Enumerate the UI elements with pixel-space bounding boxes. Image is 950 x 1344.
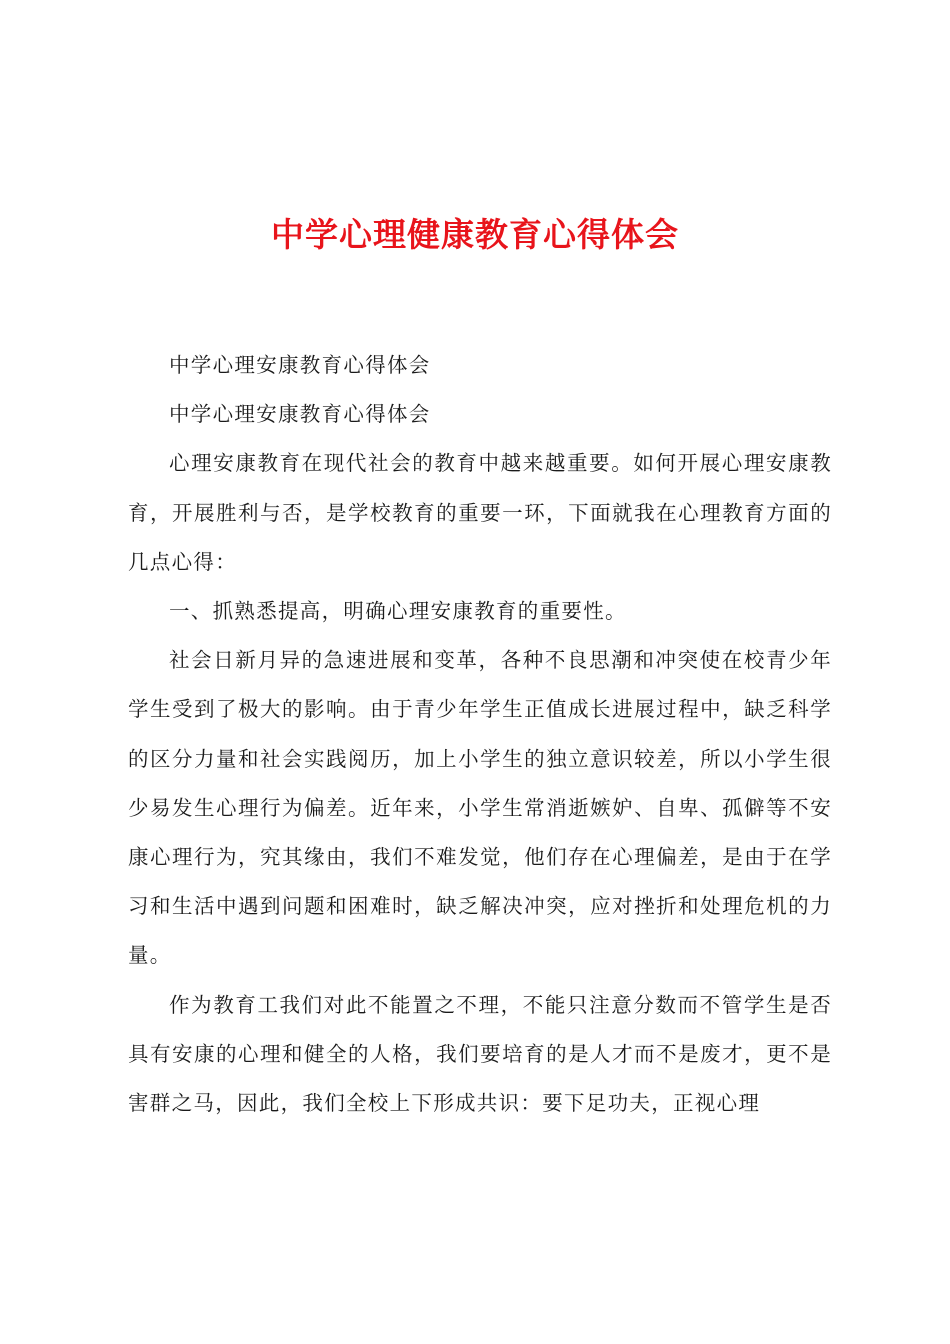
document-body	[128, 341, 832, 1128]
document-title: 中学心理健康教育心得体会	[271, 215, 679, 254]
paragraph-section-heading: 一、抓熟悉提高，明确心理安康教育的重要性。	[169, 599, 627, 624]
paragraph-body-1: 社会日新月异的急速进展和变革，各种不良思潮和冲突使在校青少年学生受到了极大的影响。由于青少年学生正值成长进展过程中，缺乏科学的区分力量和社会实践阅历，加上小学生的独立意识较差，所以小学生很少易发生心理行为偏差。近年来，小学生常消逝嫉妒、自卑、孤僻等不安康心理行为，究其缘由，我们不难发觉，他们存在心理偏差，是由于在学习和生活中遇到问题和困难时，缺乏解决冲突，应对挫折和处理危机的力量。	[128, 648, 832, 968]
paragraph-subtitle-1: 中学心理安康教育心得体会	[169, 353, 431, 377]
paragraph-intro: 心理安康教育在现代社会的教育中越来越重要。如何开展心理安康教育，开展胜利与否，是学校教育的重要一环，下面就我在心理教育方面的几点心得：	[128, 451, 832, 574]
paragraph-body-2: 作为教育工我们对此不能置之不理，不能只注意分数而不管学生是否具有安康的心理和健全的人格，我们要培育的是人才而不是废才，更不是害群之马，因此，我们全校上下形成共识：要下足功夫，正视心理	[128, 992, 832, 1116]
paragraph-subtitle-2: 中学心理安康教育心得体会	[169, 402, 431, 427]
